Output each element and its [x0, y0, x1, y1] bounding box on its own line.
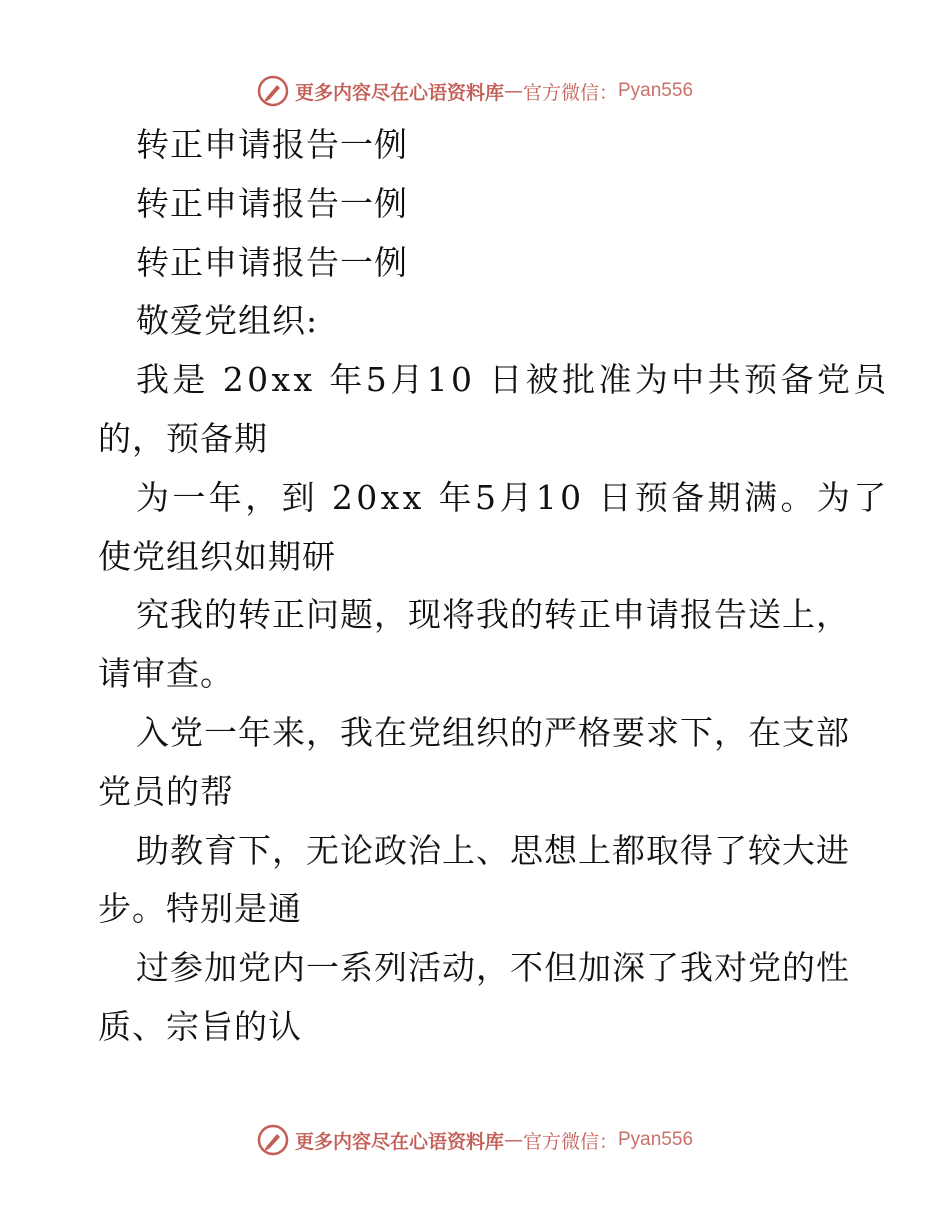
footer-banner-separator: —	[503, 1129, 523, 1151]
pen-nib-logo-icon	[257, 75, 289, 107]
paragraph-line: 过参加党内一系列活动，不但加深了我对党的性	[136, 948, 850, 988]
salutation: 敬爱党组织:	[136, 301, 319, 341]
doc-title-line: 转正申请报告一例	[136, 125, 408, 164]
paragraph-line: 请审查。	[98, 654, 234, 694]
document-body	[98, 116, 890, 1057]
paragraph-line: 我是 20xx 年5月10 日被批准为中共预备党员	[136, 360, 890, 400]
footer-banner	[0, 1120, 950, 1160]
footer-wechat-label: 官方微信：	[522, 1130, 618, 1153]
header-banner	[0, 71, 950, 111]
paragraph-line: 为一年，到 20xx 年5月10 日预备期满。为了	[136, 477, 890, 517]
header-wechat-id: Pyan556	[618, 80, 694, 101]
header-banner-separator: —	[503, 80, 523, 102]
paragraph-line: 使党组织如期研	[98, 536, 336, 576]
footer-wechat-id: Pyan556	[618, 1129, 694, 1150]
paragraph-line: 步。特别是通	[98, 889, 302, 929]
paragraph-line: 入党一年来，我在党组织的严格要求下，在支部	[136, 712, 850, 752]
header-banner-text: 更多内容尽在心语资料库	[294, 81, 504, 104]
paragraph-line: 助教育下，无论政治上、思想上都取得了较大进	[136, 830, 850, 870]
paragraph-line: 的，预备期	[98, 418, 268, 458]
paragraph-line: 究我的转正问题，现将我的转正申请报告送上，	[136, 595, 850, 635]
pen-nib-logo-icon	[257, 1124, 289, 1156]
paragraph-line: 质、宗旨的认	[98, 1006, 302, 1046]
paragraph-line: 党员的帮	[98, 771, 234, 811]
header-wechat-label: 官方微信：	[522, 81, 618, 104]
footer-banner-text: 更多内容尽在心语资料库	[294, 1130, 504, 1153]
doc-title-line: 转正申请报告一例	[136, 183, 408, 223]
doc-title-line: 转正申请报告一例	[136, 242, 408, 282]
